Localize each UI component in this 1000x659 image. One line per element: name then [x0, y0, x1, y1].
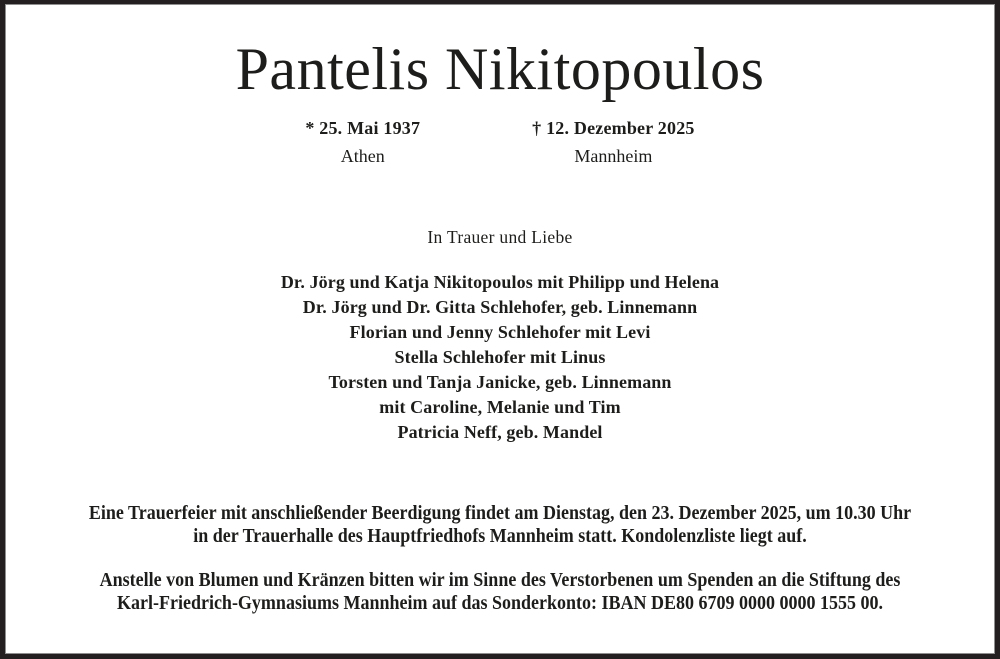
mourners-list	[6, 270, 994, 445]
donation-paragraph	[55, 569, 944, 615]
mourning-intro: In Trauer und Liebe	[427, 226, 573, 247]
funeral-line-1: Eine Trauerfeier mit anschließender Beerdigung findet am Dienstag, den 23. Dezember 2025, um 10.30 Uhr	[88, 501, 912, 524]
donation-line-2: Karl-Friedrich-Gymnasiums Mannheim auf das Sonderkonto: IBAN DE80 6709 0000 0000 1555 00.	[116, 591, 884, 614]
mourner-line: Torsten und Tanja Janicke, geb. Linnemann	[328, 371, 672, 392]
donation-line-1: Anstelle von Blumen und Kränzen bitten wir im Sinne des Verstorbenen um Spenden an die Stiftung des	[99, 568, 901, 591]
birth-block	[305, 115, 420, 171]
mourner-line: mit Caroline, Melanie und Tim	[379, 396, 621, 417]
death-block	[532, 115, 694, 171]
funeral-line-2: in der Trauerhalle des Hauptfriedhofs Mannheim statt. Kondolenzliste liegt auf.	[193, 524, 807, 547]
mourner-line: Patricia Neff, geb. Mandel	[397, 421, 603, 442]
deceased-name: Pantelis Nikitopoulos	[235, 36, 765, 102]
death-place: Mannheim	[574, 145, 653, 166]
mourner-line: Dr. Jörg und Katja Nikitopoulos mit Philipp und Helena	[280, 271, 720, 292]
birth-date: * 25. Mai 1937	[305, 118, 421, 138]
death-date: † 12. Dezember 2025	[532, 118, 695, 138]
mourner-line: Florian und Jenny Schlehofer mit Levi	[349, 321, 651, 342]
mourner-line: Dr. Jörg und Dr. Gitta Schlehofer, geb. Linnemann	[302, 296, 698, 317]
life-dates	[6, 115, 994, 171]
obituary-notice	[5, 4, 995, 654]
funeral-paragraph	[55, 502, 944, 548]
mourner-line: Stella Schlehofer mit Linus	[394, 346, 606, 367]
birth-place: Athen	[340, 145, 385, 166]
